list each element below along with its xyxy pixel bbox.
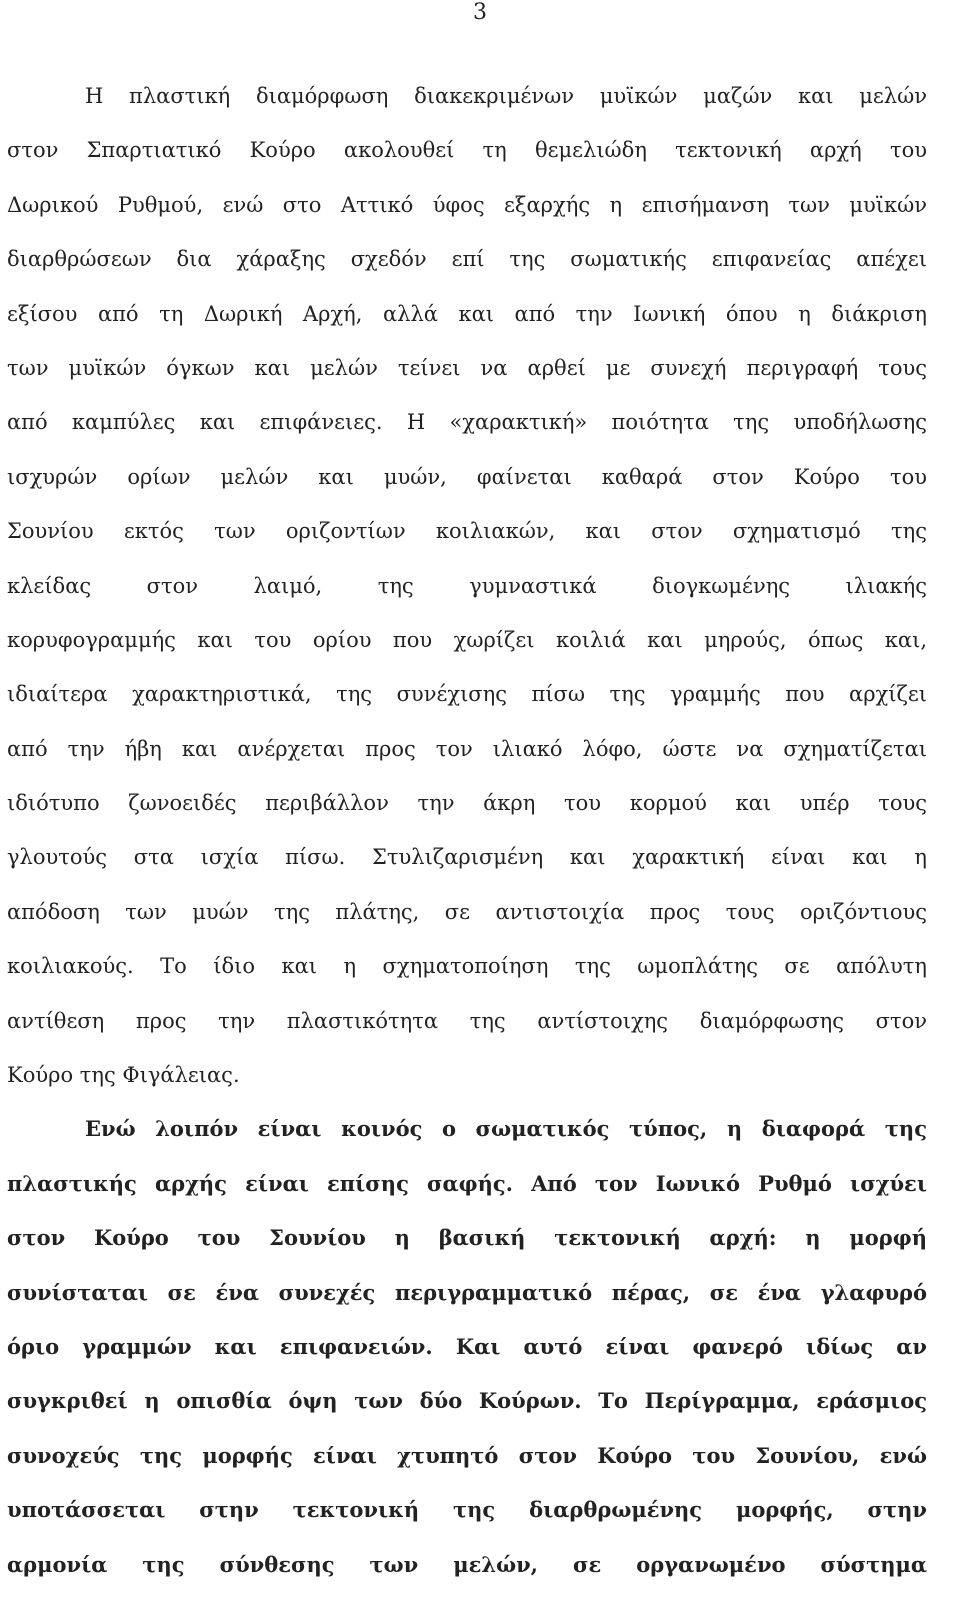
paragraph-2	[7, 1102, 927, 1592]
text-line: συνοχεύς της μορφής είναι χτυπητό στον Κούρο του Σουνίου, ενώ	[7, 1442, 927, 1468]
text-line: υποτάσσεται στην τεκτονική της διαρθρωμένης μορφής, στην	[7, 1497, 927, 1523]
text-line: ιδιαίτερα χαρακτηριστικά, της συνέχισης πίσω της γραμμής που αρχίζει	[7, 682, 927, 707]
text-line: στον Κούρο του Σουνίου η βασική τεκτονική αρχή: η μορφή	[7, 1225, 927, 1251]
text-line: των μυϊκών όγκων και μελών τείνει να αρθεί με συνεχή περιγραφή τους	[7, 355, 927, 380]
page-body	[7, 69, 927, 1592]
text-line: Κούρο της Φιγάλειας.	[7, 1063, 240, 1088]
text-line: από καμπύλες και επιφάνειες. Η «χαρακτική» ποιότητα της υποδήλωσης	[7, 410, 927, 435]
text-line: αντίθεση προς την πλαστικότητα της αντίστοιχης διαμόρφωσης στον	[7, 1008, 927, 1033]
text-line: από την ήβη και ανέρχεται προς τον ιλιακό λόφο, ώστε να σχηματίζεται	[7, 736, 927, 761]
text-line: ισχυρών ορίων μελών και μυών, φαίνεται καθαρά στον Κούρο του	[7, 464, 927, 489]
paragraph-1	[7, 69, 927, 1102]
text-line: Ενώ λοιπόν είναι κοινός ο σωματικός τύπος, η διαφορά της	[85, 1116, 927, 1142]
text-line: ιδιότυπο ζωνοειδές περιβάλλον την άκρη του κορμού και υπέρ τους	[7, 791, 927, 816]
text-line: απόδοση των μυών της πλάτης, σε αντιστοιχία προς τους οριζόντιους	[7, 899, 927, 924]
text-line: εξίσου από τη Δωρική Αρχή, αλλά και από την Ιωνική όπου η διάκριση	[7, 301, 927, 326]
text-line: Η πλαστική διαμόρφωση διακεκριμένων μυϊκών μαζών και μελών	[85, 84, 927, 108]
text-line: πλαστικής αρχής είναι επίσης σαφής. Από τον Ιωνικό Ρυθμό ισχύει	[7, 1170, 927, 1196]
text-line: διαρθρώσεων δια χάραξης σχεδόν επί της σωματικής επιφανείας απέχει	[7, 247, 927, 272]
text-line: γλουτούς στα ισχία πίσω. Στυλιζαρισμένη και χαρακτική είναι και η	[7, 845, 927, 870]
text-line: συγκριθεί η οπισθία όψη των δύο Κούρων. Το Περίγραμμα, εράσμιος	[7, 1388, 927, 1414]
text-line: Δωρικού Ρυθμού, ενώ στο Αττικό ύφος εξαρχής η επισήμανση των μυϊκών	[7, 192, 927, 217]
text-line: κλείδας στον λαιμό, της γυμναστικά διογκωμένης ιλιακής	[7, 573, 927, 598]
text-line: στον Σπαρτιατικό Κούρο ακολουθεί τη θεμελιώδη τεκτονική αρχή του	[7, 138, 927, 163]
text-line: κορυφογραμμής και του ορίου που χωρίζει κοιλιά και μηρούς, όπως και,	[7, 627, 927, 652]
page-number: 3	[473, 0, 487, 25]
text-line: κοιλιακούς. Το ίδιο και η σχηματοποίηση της ωμοπλάτης σε απόλυτη	[7, 954, 927, 979]
text-line: συνίσταται σε ένα συνεχές περιγραμματικό πέρας, σε ένα γλαφυρό	[7, 1279, 927, 1305]
text-line: αρμονία της σύνθεσης των μελών, σε οργανωμένο σύστημα	[7, 1551, 927, 1577]
text-line: όριο γραμμών και επιφανειών. Και αυτό είναι φανερό ιδίως αν	[7, 1333, 927, 1359]
text-line: Σουνίου εκτός των οριζοντίων κοιλιακών, και στον σχηματισμό της	[7, 519, 927, 544]
